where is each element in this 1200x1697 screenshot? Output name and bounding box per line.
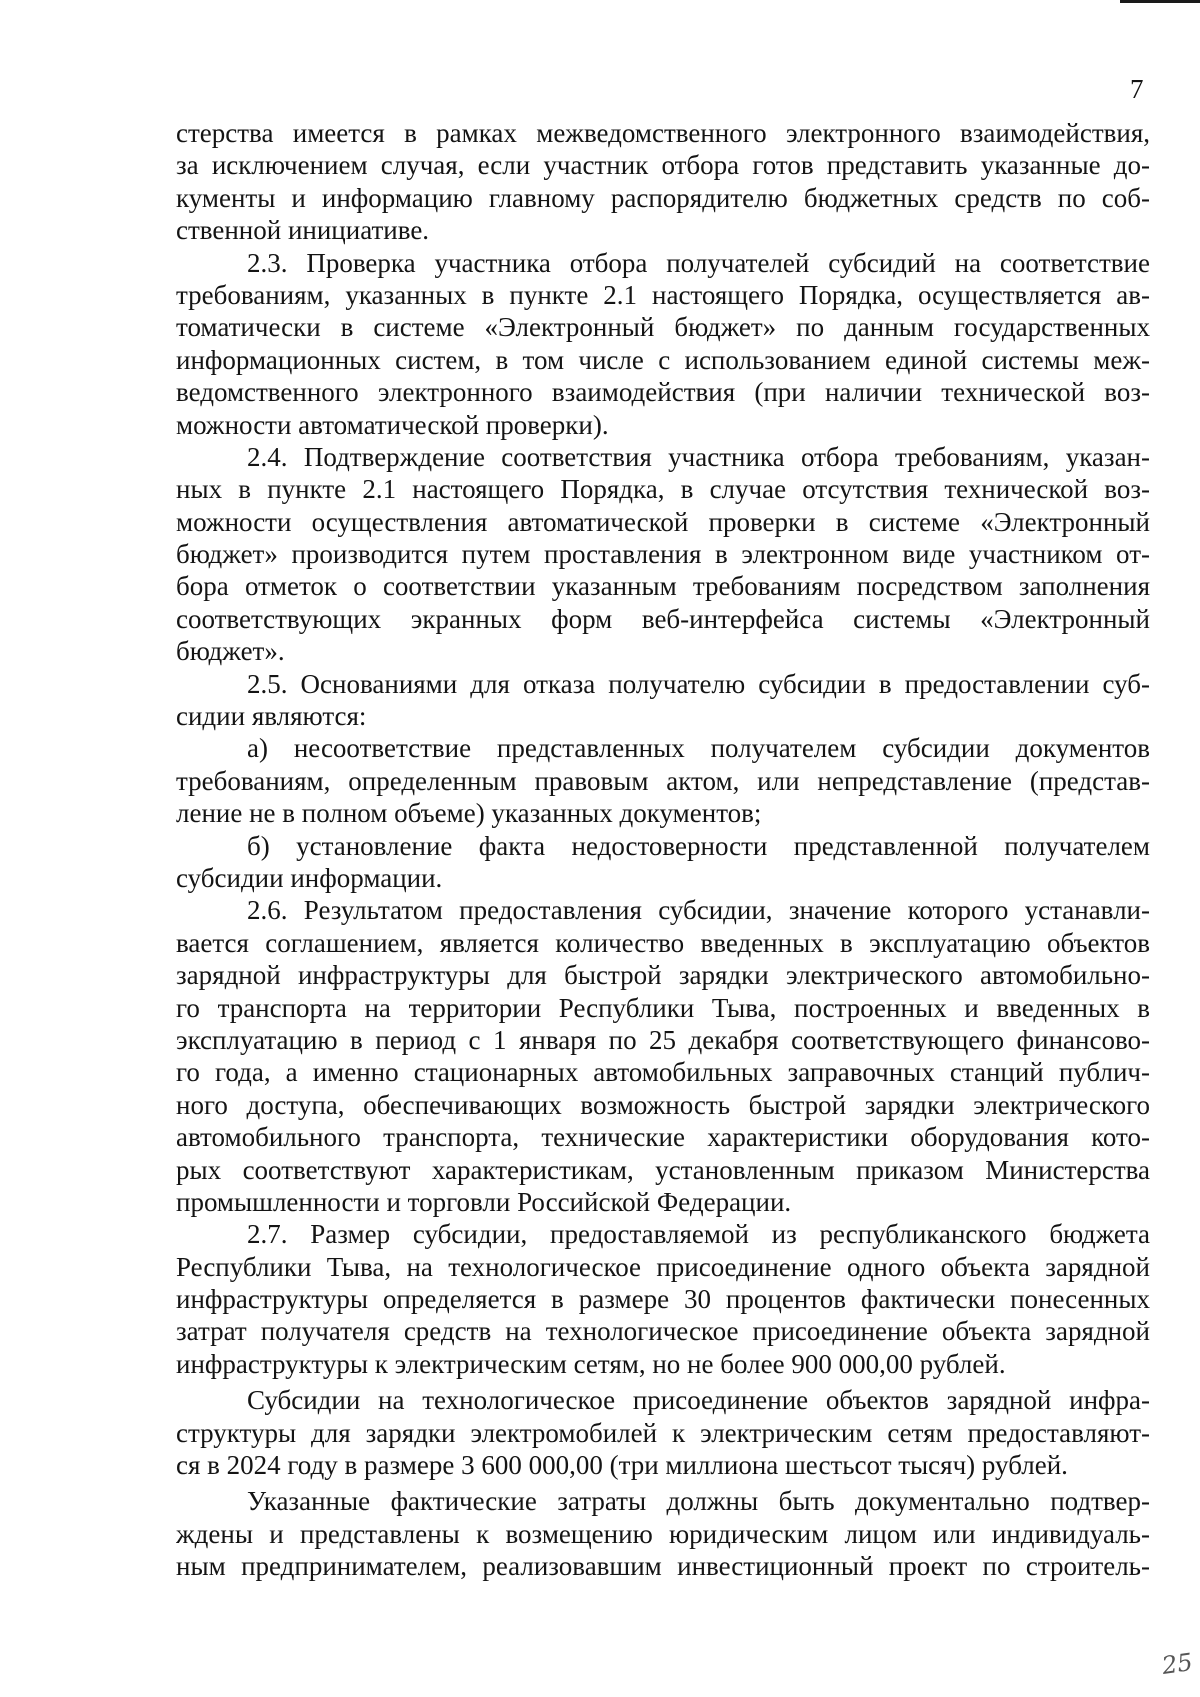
document-body [176,117,1150,1583]
text-line: эксплуатацию в период с 1 января по 25 декабря соответствующего финансово- [176,1024,1150,1055]
text-line: субсидии информации. [176,862,443,893]
text-line: томатически в системе «Электронный бюджет» по данным государственных [176,312,1150,343]
text-line: требованиям, определенным правовым актом, или непредставление (представ- [176,765,1150,796]
handwritten-mark: 25 [1160,1648,1195,1680]
paragraph-first-line: б) установление факта недостоверности представленной получателем [247,830,1150,861]
page-number: 7 [1130,74,1144,104]
paragraph-first-line: 2.3. Проверка участника отбора получателей субсидий на соответствие [247,247,1150,278]
paragraph-first-line: Субсидии на технологическое присоединение объектов зарядной инфра- [247,1385,1150,1416]
paragraph-first-line: Указанные фактические затраты должны быть документально подтвер- [247,1486,1150,1517]
text-line: вается соглашением, является количество введенных в эксплуатацию объектов [176,927,1150,958]
text-line: ждены и представлены к возмещению юридическим лицом или индивидуаль- [176,1518,1150,1549]
text-line: бюджет» производится путем проставления в электронном виде участником от- [176,539,1150,570]
scan-edge-line [1120,0,1200,3]
text-line: Республики Тыва, на технологическое присоединение одного объекта зарядной [176,1251,1150,1282]
text-line: инфраструктуры к электрическим сетям, но не более 900 000,00 рублей. [176,1348,1006,1379]
text-line: ление не в полном объеме) указанных документов; [176,798,762,829]
text-line: можности осуществления автоматической проверки в системе «Электронный [176,506,1150,537]
text-line: стерства имеется в рамках межведомственного электронного взаимодействия, [176,118,1150,148]
text-line: го транспорта на территории Республики Тыва, построенных и введенных в [176,992,1150,1023]
paragraph-first-line: а) несоответствие представленных получателем субсидии документов [247,733,1150,764]
text-line: можности автоматической проверки). [176,409,609,440]
text-line: требованиям, указанных в пункте 2.1 настоящего Порядка, осуществляется ав- [176,279,1150,310]
text-line: го года, а именно стационарных автомобильных заправочных станций публич- [176,1057,1150,1088]
text-line: за исключением случая, если участник отбора готов представить указанные до- [176,150,1150,181]
text-line: ственной инициативе. [176,215,430,246]
text-line: ным предпринимателем, реализовавшим инвестиционный проект по строитель- [176,1551,1150,1582]
text-line: структуры для зарядки электромобилей к электрическим сетям предоставляют- [176,1417,1150,1448]
text-line: сидии являются: [176,701,367,732]
text-line: рых соответствуют характеристикам, установленным приказом Министерства [176,1154,1150,1185]
text-line: автомобильного транспорта, технические характеристики оборудования кото- [176,1122,1150,1153]
text-line: затрат получателя средств на технологическое присоединение объекта зарядной [176,1316,1150,1347]
text-line: ных в пункте 2.1 настоящего Порядка, в случае отсутствия технической воз- [176,474,1150,505]
paragraph-first-line: 2.5. Основаниями для отказа получателю субсидии в предоставлении суб- [247,668,1150,699]
text-line: промышленности и торговли Российской Федерации. [176,1186,792,1217]
text-line: инфраструктуры определяется в размере 30 процентов фактически понесенных [176,1284,1150,1315]
paragraph-first-line: 2.6. Результатом предоставления субсидии, значение которого устанавли- [247,895,1150,926]
text-line: бюджет». [176,636,285,667]
paragraph-first-line: 2.4. Подтверждение соответствия участника отбора требованиям, указан- [247,441,1150,472]
text-line: бора отметок о соответствии указанным требованиям посредством заполнения [176,571,1150,602]
text-line: ного доступа, обеспечивающих возможность быстрой зарядки электрического [176,1089,1150,1120]
paragraph-first-line: 2.7. Размер субсидии, предоставляемой из республиканского бюджета [247,1219,1150,1250]
text-line: ведомственного электронного взаимодействия (при наличии технической воз- [176,377,1150,408]
text-line: зарядной инфраструктуры для быстрой зарядки электрического автомобильно- [176,960,1150,991]
text-line: ся в 2024 году в размере 3 600 000,00 (три миллиона шестьсот тысяч) рублей. [176,1450,1068,1481]
text-line: информационных систем, в том числе с использованием единой системы меж- [176,344,1150,375]
text-line: кументы и информацию главному распорядителю бюджетных средств по соб- [176,182,1150,213]
text-line: соответствующих экранных форм веб-интерфейса системы «Электронный [176,603,1150,634]
